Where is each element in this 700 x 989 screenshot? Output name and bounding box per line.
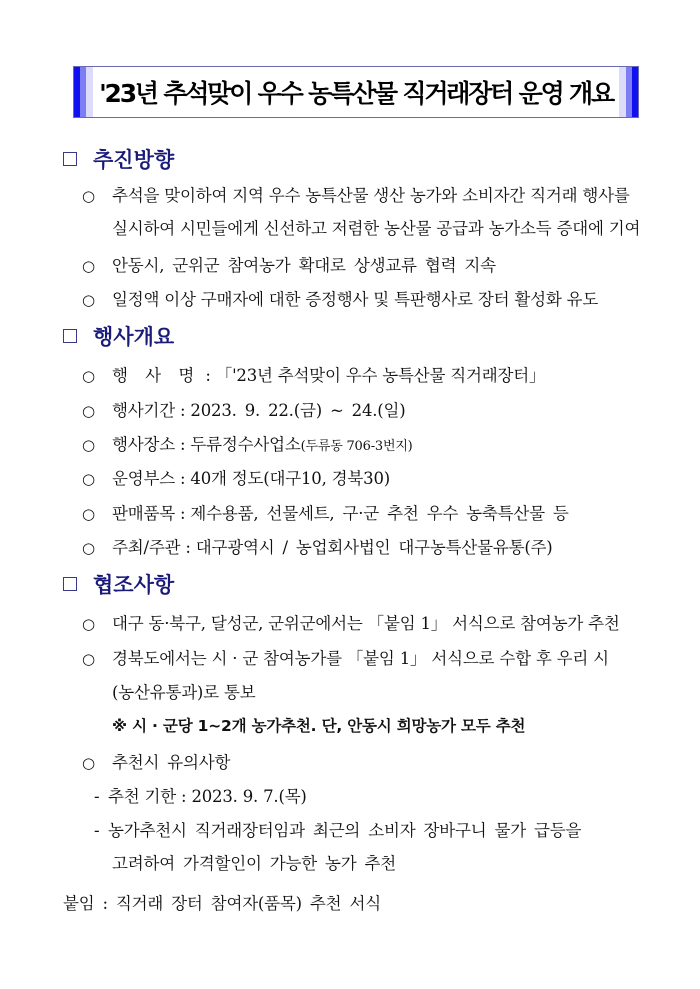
circle-bullet-icon: ○ — [82, 291, 95, 309]
field-separator: : — [180, 538, 196, 557]
field-label: 행사기간 — [112, 401, 175, 420]
circle-bullet-icon: ○ — [82, 505, 95, 523]
list-item-continuation — [112, 215, 640, 239]
section-heading-label: 협조사항 — [93, 573, 175, 597]
field-separator: : — [174, 401, 191, 420]
circle-bullet-icon: ○ — [82, 367, 95, 385]
circle-bullet-icon: ○ — [82, 187, 95, 205]
field-value: 「'23년 추석맞이 우수 농특산물 직거래장터」 — [215, 366, 546, 385]
banner-stripe-right-dark — [632, 67, 638, 117]
section-heading-label: 추진방향 — [93, 148, 175, 172]
circle-bullet-icon: ○ — [82, 402, 95, 420]
list-item-continuation — [112, 679, 255, 703]
attachment-note — [63, 890, 381, 914]
list-item — [82, 286, 598, 310]
field-separator: : — [200, 366, 216, 385]
circle-bullet-icon: ○ — [82, 470, 95, 488]
sub-list-item — [94, 783, 307, 807]
overview-event-name — [82, 362, 545, 386]
circle-bullet-icon: ○ — [82, 436, 95, 454]
checkbox-square-icon — [63, 329, 77, 343]
field-separator: : — [174, 504, 191, 523]
circle-bullet-icon: ○ — [82, 539, 95, 557]
section-heading-cooperation — [63, 569, 174, 599]
list-item-text: 일정액 이상 구매자에 대한 증정행사 및 특판행사로 장터 활성화 유도 — [112, 290, 599, 309]
circle-bullet-icon: ○ — [82, 257, 95, 275]
dash-bullet-icon: - — [94, 821, 100, 840]
list-item — [82, 749, 230, 773]
field-label: 행 사 명 — [112, 366, 201, 385]
page-title: '23년 추석맞이 우수 농특산물 직거래장터 운영 개요 — [99, 79, 613, 108]
circle-bullet-icon: ○ — [82, 615, 95, 633]
section-heading-overview — [63, 321, 174, 351]
field-label: 운영부스 — [112, 469, 175, 488]
list-item-text: 추석을 맞이하여 지역 우수 농특산물 생산 농가와 소비자간 직거래 행사를 — [112, 186, 630, 205]
note-text: ※ 시 · 군당 1~2개 농가추천. 단, 안동시 희망농가 모두 추천 — [112, 717, 526, 735]
section-heading-label: 행사개요 — [93, 325, 175, 349]
overview-booths — [82, 465, 390, 489]
list-item — [82, 252, 496, 276]
list-item-text: 추천시 유의사항 — [112, 753, 231, 772]
list-item-text: 안동시, 군위군 참여농가 확대로 상생교류 협력 지속 — [112, 256, 496, 275]
title-banner — [73, 66, 639, 118]
field-label: 주최/주관 — [112, 538, 181, 557]
list-item — [82, 645, 609, 669]
field-label: 판매품목 — [112, 504, 175, 523]
field-value: 두류정수사업소 — [190, 435, 301, 454]
checkbox-square-icon — [63, 152, 77, 166]
overview-event-venue — [82, 431, 413, 455]
checkbox-square-icon — [63, 577, 77, 591]
list-item — [82, 610, 620, 634]
overview-items — [82, 500, 569, 524]
circle-bullet-icon: ○ — [82, 650, 95, 668]
field-separator: : — [174, 469, 191, 488]
sub-list-item-text: 농가추천시 직거래장터임과 최근의 소비자 장바구니 물가 급등을 — [108, 821, 582, 840]
sub-list-item-continuation — [112, 850, 396, 874]
field-value: 40개 정도(대구10, 경북30) — [190, 469, 390, 488]
list-item-text: 실시하여 시민들에게 신선하고 저렴한 농산물 공급과 농가소득 증대에 기여 — [112, 219, 641, 238]
list-item-text: (농산유통과)로 통보 — [112, 683, 256, 702]
sub-list-item — [94, 817, 581, 841]
sub-list-item-text: 고려하여 가격할인이 가능한 농가 추천 — [112, 854, 397, 873]
banner-stripe-right-light — [619, 67, 626, 117]
dash-bullet-icon: - — [94, 787, 100, 806]
field-value: 대구광역시 / 농업회사법인 대구농특산물유통(주) — [195, 538, 553, 557]
banner-stripe-left-light — [86, 67, 93, 117]
field-value: 2023. 9. 22.(금) ~ 24.(일) — [190, 401, 406, 420]
overview-organizer — [82, 534, 553, 558]
field-value: 제수용품, 선물세트, 구·군 추천 우수 농축특산물 등 — [190, 504, 569, 523]
overview-event-period — [82, 397, 406, 421]
circle-bullet-icon: ○ — [82, 754, 95, 772]
list-item-text: 경북도에서는 시 · 군 참여농가를 「붙임 1」 서식으로 수합 후 우리 시 — [112, 649, 609, 668]
field-separator: : — [174, 435, 191, 454]
sub-list-item-text: 추천 기한 : 2023. 9. 7.(목) — [108, 787, 307, 806]
reference-note — [112, 714, 525, 736]
section-heading-direction — [63, 144, 174, 174]
list-item — [82, 182, 630, 206]
field-value-note: (두류동 706-3번지) — [300, 439, 413, 454]
list-item-text: 대구 동·북구, 달성군, 군위군에서는 「붙임 1」 서식으로 참여농가 추천 — [112, 614, 620, 633]
attachment-text: 붙임 : 직거래 장터 참여자(품목) 추천 서식 — [63, 894, 381, 913]
field-label: 행사장소 — [112, 435, 175, 454]
